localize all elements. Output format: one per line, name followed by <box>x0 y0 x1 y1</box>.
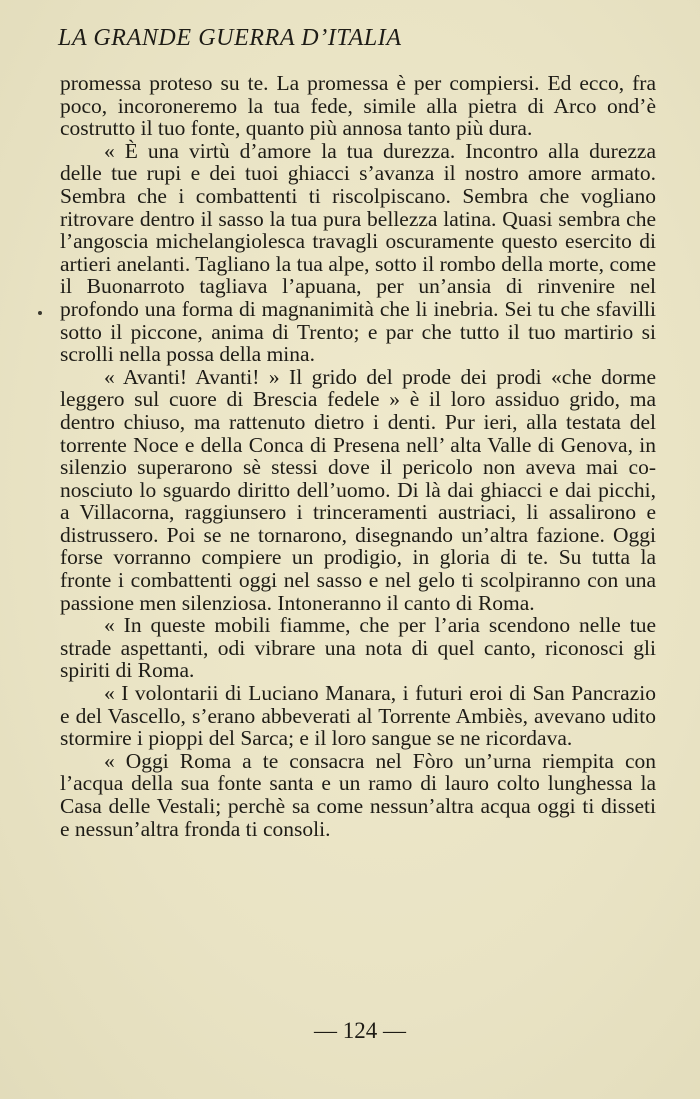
paragraph: « È una virtù d’amore la tua durezza. Incontro alla durezza delle tue rupi e dei tuoi ghiacci s’avanza il nostro amore armato. Sembra che i combattenti ti riscolpiscano. Sembra che vogliano ritrovare dentro il sasso la tua pura bellezza latina. Quasi sembra che l’angoscia michelangiolesca travagli oscuramente questo esercito di artieri anelanti. Tagliano la tua alpe, sotto il rombo della morte, come il Buonarroto tagliava l’apuana, per un’ansia di rinvenire nel profondo una forma di magnanimità che li inebria. Sei tu che sfavilli sotto il piccone, anima di Trento; e par che tutto il tuo martirio si scrolli nella possa della mina. <box>60 138 656 367</box>
paragraph: « Oggi Roma a te consacra nel Fòro un’urna riempita con l’acqua della sua fonte santa e un ramo di lauro colto lunghessa la Casa delle Vestali; perchè sa come nessun’altra acqua oggi ti disseti e nessun’altra fronda ti consoli. <box>60 748 656 841</box>
body-text <box>60 72 656 840</box>
running-head: LA GRANDE GUERRA D’ITALIA <box>58 25 402 51</box>
margin-speck <box>38 311 42 315</box>
paragraph: « Avanti! Avanti! » Il grido del prode dei prodi «che dorme leggero sul cuore di Brescia fedele » è il loro assiduo grido, ma dentro chiuso, ma rattenuto dietro i denti. Pur ieri, alla testata del torrente Noce e della Conca di Presena nell’ alta Valle di Genova, in silenzio superarono sè stessi dove il pericolo non aveva mai conosciuto lo sguardo diritto dell’uomo. Di là dai ghiacci e dai picchi, a Villacorna, raggiunsero i trinceramenti austriaci, li assalirono e distrussero. Poi se ne tornarono, disegnando un’altra fazione. Oggi forse vorranno compiere un prodigio, in gloria di te. Su tutta la fronte i combattenti oggi nel sasso e nel gelo ti scolpiranno con una passione men silenziosa. Intoneranno il canto di Roma. <box>60 364 656 615</box>
paragraph: « I volontarii di Luciano Manara, i futuri eroi di San Pancrazio e del Vascello, s’erano abbeverati al Torrente Ambiès, avevano udito stormire i pioppi del Sarca; e il loro sangue se ne ricordava. <box>60 681 656 751</box>
page-number: — 124 — <box>314 1018 406 1043</box>
paragraph-continued: promessa proteso su te. La promessa è per compiersi. Ed ecco, fra poco, incoroneremo la tua fede, simile alla pietra di Arco ond’è costrutto il tuo fonte, quanto più annosa tanto più dura. <box>60 71 656 141</box>
paragraph: « In queste mobili fiamme, che per l’aria scendono nelle tue strade aspettanti, odi vibrare una nota di quel canto, riconosci gli spiriti di Roma. <box>60 613 656 683</box>
